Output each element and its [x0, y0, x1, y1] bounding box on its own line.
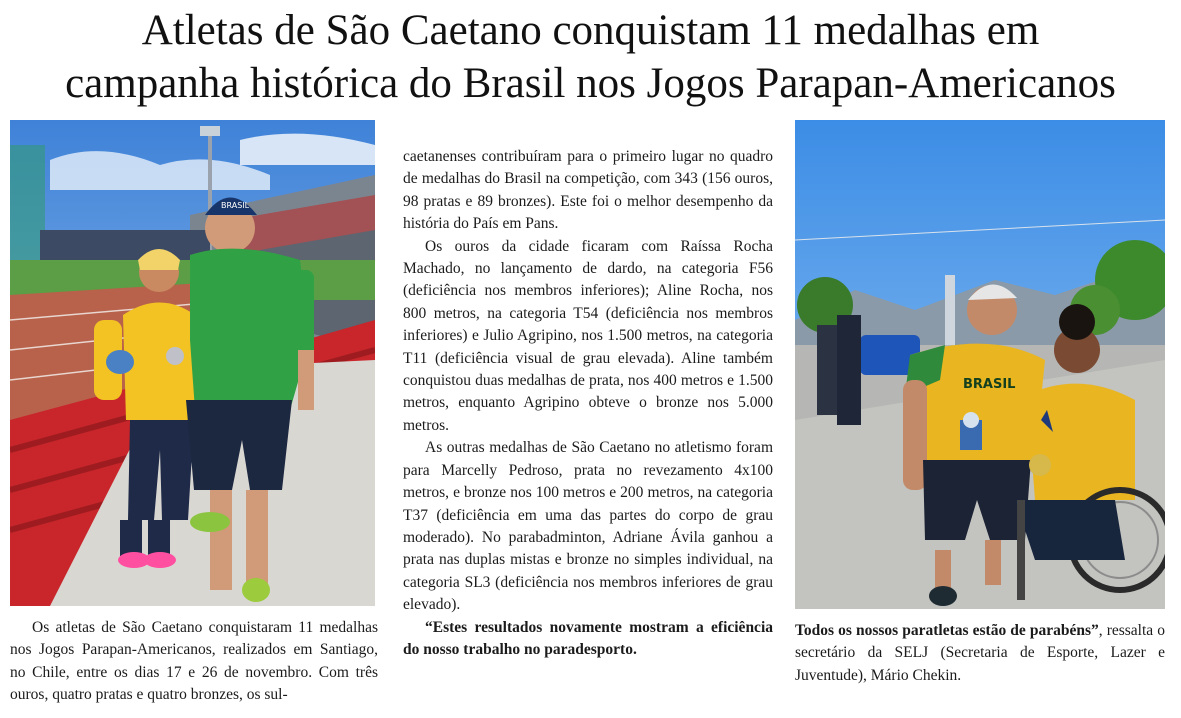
headline-line-1: Atletas de São Caetano conquistam 11 medalhas em: [141, 7, 1040, 54]
column-2-paragraph-1: caetanenses contribuíram para o primeiro lugar no quadro de medalhas do Brasil na competição, com 343 (156 ouros, 98 pratas e 89 bronzes). Este foi o melhor desempenho da história do País em Pans.: [403, 148, 773, 233]
column-3-quote: Todos os nossos paratletas estão de parabéns”: [795, 622, 1099, 639]
column-2-text: [403, 146, 773, 661]
photo-right-image: [795, 120, 1165, 609]
photo-left: [10, 120, 375, 606]
shirt-logo-text: BRASIL: [963, 377, 1016, 392]
photo-right: [795, 120, 1165, 609]
headline-line-2: campanha histórica do Brasil nos Jogos Parapan-Americanos: [65, 60, 1116, 107]
column-1-text: [10, 617, 378, 707]
column-3-paragraph: [795, 620, 1165, 687]
cap-logo-text: BRASIL: [221, 201, 250, 210]
column-3-rest: , ressalta o secretário da SELJ (Secretaria de Esporte, Lazer e Juventude), Mário Chekin.: [795, 622, 1165, 684]
column-1-paragraph-1: Os atletas de São Caetano conquistaram 11 medalhas nos Jogos Parapan-Americanos, realizados em Santiago, no Chile, entre os dias 17 e 26 de novembro. Com três ouros, quatro pratas e quatro bronzes, os sul-: [10, 619, 378, 704]
headline: [0, 4, 1181, 110]
column-3-text: [795, 620, 1165, 687]
column-2-paragraph-3: As outras medalhas de São Caetano no atletismo foram para Marcelly Pedroso, prata no revezamento 4x100 metros, e bronze nos 100 metros e 200 metros, na categoria T37 (deficiência em uma das partes do corpo de grau moderado). No parabadminton, Adriane Ávila ganhou a prata nas duplas mistas e bronze no simples individual, na categoria SL3 (deficiência nos membros inferiores de grau elevado).: [403, 439, 773, 614]
column-2-quote: “Estes resultados novamente mostram a eficiência do nosso trabalho no paradesporto.: [403, 618, 773, 658]
column-2-paragraph-2: Os ouros da cidade ficaram com Raíssa Rocha Machado, no lançamento de dardo, na categoria F56 (deficiência nos membros inferiores); Aline Rocha, nos 800 metros, na categoria T54 (deficiência nos membros inferiores) e Julio Agripino, nos 1.500 metros, na categoria T11 (deficiência visual de grau elevada). Aline também conquistou duas medalhas de prata, nos 400 metros e 1.500 metros, enquanto Agripino obteve o bronze nos 5.000 metros.: [403, 237, 773, 434]
photo-left-image: [10, 120, 375, 606]
